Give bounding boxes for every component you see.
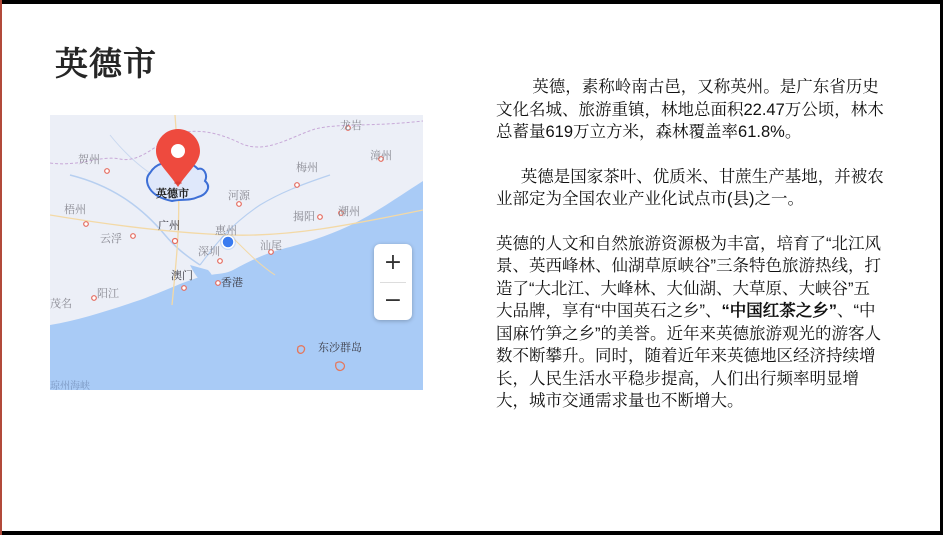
city-dot-shenzhen xyxy=(218,259,223,264)
map-label-guangzhou: 广州 xyxy=(158,219,180,232)
description-text xyxy=(496,76,886,413)
paragraph-intro: 英德，素称岭南古邑，又称英州。是广东省历史文化名城、旅游重镇，林地总面积22.47万公顷，林木总蓄量619万立方米，森林覆盖率61.8%。 xyxy=(496,78,884,141)
map-label-macau: 澳门 xyxy=(171,269,193,282)
map-label-sea: 琼州海峡 xyxy=(50,381,90,390)
city-dot-wuzhou xyxy=(84,222,89,227)
paragraph-tourism xyxy=(496,233,886,413)
map-label-shanwei: 汕尾 xyxy=(260,239,282,252)
city-dot-yunfu xyxy=(131,234,136,239)
zoom-out-button[interactable]: − xyxy=(383,288,403,313)
city-dot-guangzhou xyxy=(173,239,178,244)
city-dot-hezhou xyxy=(105,169,110,174)
map-label-shenzhen: 深圳 xyxy=(198,245,220,258)
map-label-hongkong: 香港 xyxy=(221,276,243,289)
city-dot-macau xyxy=(182,286,187,291)
paragraph-gap xyxy=(496,144,886,166)
slide xyxy=(2,4,940,531)
map-widget[interactable] xyxy=(50,115,423,390)
paragraph-tourism-highlight: “中国红茶之乡” xyxy=(721,302,837,320)
city-dot-yangjiang xyxy=(92,296,97,301)
map-label-dongsha: 东沙群岛 xyxy=(318,341,362,354)
map-label-meizhou: 梅州 xyxy=(296,161,318,174)
map-label-huizhou: 惠州 xyxy=(215,224,237,237)
map-label-chaozhou: 潮州 xyxy=(338,205,360,218)
map-label-yunfu: 云浮 xyxy=(100,232,122,245)
selected-city-label: 英德市 xyxy=(156,187,189,200)
zoom-control xyxy=(374,244,412,320)
map-label-zhangzhou: 漳州 xyxy=(370,149,392,162)
city-dot-jieyang xyxy=(318,215,323,220)
map-label-hezhou: 贺州 xyxy=(78,153,100,166)
paragraph-agriculture: 英德是国家茶叶、优质米、甘蔗生产基地，并被农业部定为全国农业产业化试点市(县)之一。 xyxy=(496,167,884,208)
page-title: 英德市 xyxy=(55,44,157,83)
map-label-jieyang: 揭阳 xyxy=(293,210,315,223)
map-label-heyuan: 河源 xyxy=(228,189,250,202)
paragraph-tourism-part1: 英德的人文和自然旅游资源极为丰富，培育了“北江风景、英西峰林、仙湖草原峡谷”三条特色旅游热线，打造了“大北江、大峰林、大仙湖、大草原、大峡谷”五大品牌，享有“中国英石之乡”、 xyxy=(496,234,881,320)
map-label-wuzhou: 梧州 xyxy=(64,203,86,216)
paragraph-tourism-part2: 、“中国麻竹笋之乡”的美誉。近年来英德旅游观光的游客人数不断攀升。同时，随着近年来英德地区经济持续增长，人民生活水平稳步提高，人们出行频率明显增大，城市交通需求量也不断增大。 xyxy=(496,302,881,410)
city-dot-meizhou xyxy=(295,183,300,188)
map-label-longyan: 龙岩 xyxy=(340,119,362,132)
map-canvas[interactable] xyxy=(50,115,423,390)
city-dot-hongkong xyxy=(216,281,221,286)
map-label-maoming: 茂名 xyxy=(50,297,72,310)
map-label-yangjiang: 阳江 xyxy=(97,287,119,300)
paragraph-gap xyxy=(496,211,886,233)
zoom-in-button[interactable]: + xyxy=(383,250,403,275)
